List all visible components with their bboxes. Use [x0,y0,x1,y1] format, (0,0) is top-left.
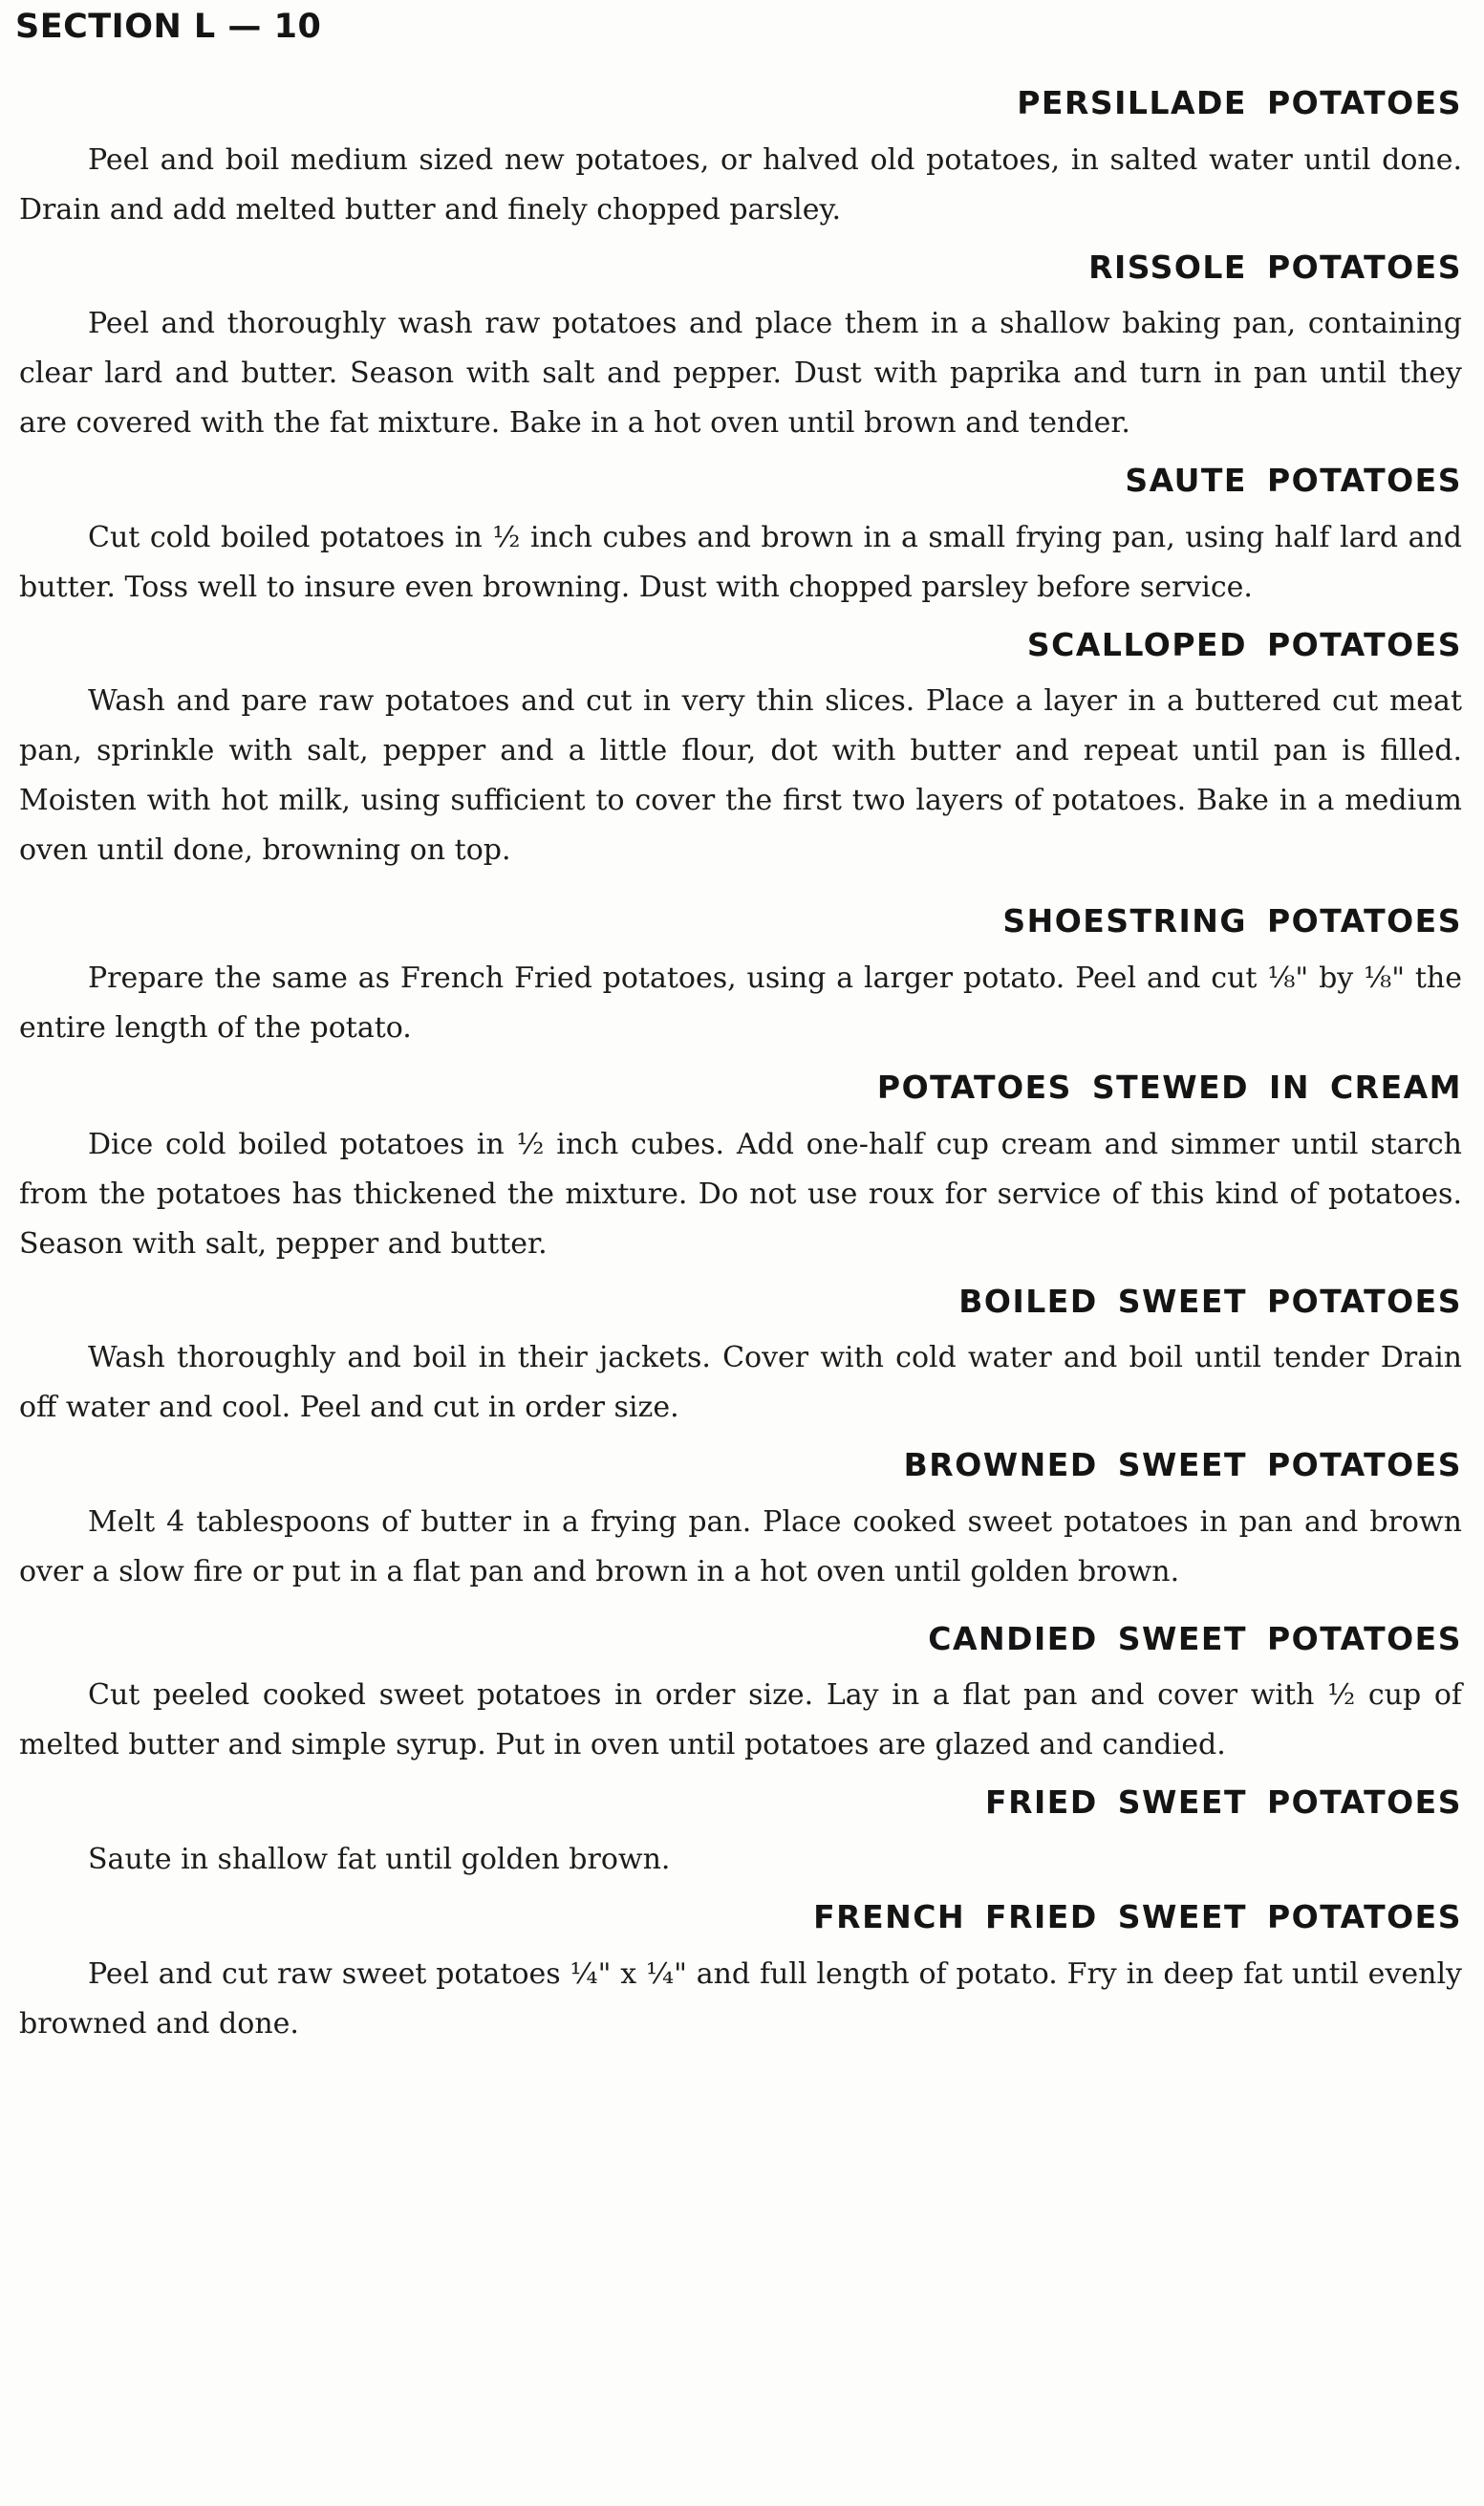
recipe-body: Wash and pare raw potatoes and cut in very thin slices. Place a layer in a buttered cut meat pan, sprinkle with salt, pepper and a little flour, dot with butter and repeat until pan is filled. Moisten with hot milk, using sufficient to cover the first two layers of potatoes. Bake in a medium oven until done, browning on top. [19,684,1462,868]
recipe-fried-sweet-potatoes [19,1783,1462,1885]
recipe-body: Peel and thoroughly wash raw potatoes and place them in a shallow baking pan, containing clear lard and butter. Season with salt and pepper. Dust with paprika and turn in pan until they are covered with the fat mixture. Bake in a hot oven until brown and tender. [19,307,1462,441]
recipe-body: Dice cold boiled potatoes in ½ inch cubes. Add one-half cup cream and simmer until starch from the potatoes has thickened the mixture. Do not use roux for service of this kind of potatoes. Season with salt, pepper and butter. [19,1127,1462,1261]
recipe-scalloped-potatoes [19,626,1462,876]
recipe-body: Cut peeled cooked sweet potatoes in order size. Lay in a flat pan and cover with ½ cup of melted butter and simple syrup. Put in oven until potatoes are glazed and candied. [19,1678,1462,1762]
section-header: SECTION L — 10 [15,8,322,46]
recipe-rissole-potatoes [19,248,1462,449]
recipe-title: SHOESTRING POTATOES [1002,902,1462,940]
recipe-body: Prepare the same as French Fried potatoes, using a larger potato. Peel and cut ⅛" by ⅛" the entire length of the potato. [19,961,1462,1045]
recipe-saute-potatoes [19,462,1462,613]
recipe-body: Peel and boil medium sized new potatoes, or halved old potatoes, in salted water until done. Drain and add melted butter and finely chopped parsley. [19,142,1462,227]
recipe-body: Wash thoroughly and boil in their jackets. Cover with cold water and boil until tender Drain off water and cool. Peel and cut in order size. [19,1341,1462,1425]
recipe-browned-sweet-potatoes [19,1446,1462,1597]
recipe-list [19,84,1462,2049]
recipe-boiled-sweet-potatoes [19,1283,1462,1434]
recipe-title: FRENCH FRIED SWEET POTATOES [813,1897,1462,1935]
recipe-title: RISSOLE POTATOES [1088,248,1462,286]
recipe-body: Saute in shallow fat until golden brown. [88,1842,671,1876]
recipe-title: BROWNED SWEET POTATOES [903,1446,1462,1484]
recipe-body: Peel and cut raw sweet potatoes ¼" x ¼" and full length of potato. Fry in deep fat until evenly browned and done. [19,1956,1462,2041]
recipe-title: PERSILLADE POTATOES [1017,84,1462,121]
recipe-candied-sweet-potatoes [19,1620,1462,1771]
recipe-title: SCALLOPED POTATOES [1026,625,1462,663]
recipe-body: Cut cold boiled potatoes in ½ inch cubes and brown in a small frying pan, using half lard and butter. Toss well to insure even browning. Dust with chopped parsley before service. [19,520,1462,604]
recipe-title: POTATOES STEWED IN CREAM [876,1068,1462,1106]
recipe-potatoes-stewed-in-cream [19,1069,1462,1269]
recipe-french-fried-sweet-potatoes [19,1898,1462,2049]
recipe-shoestring-potatoes [19,902,1462,1053]
recipe-body: Melt 4 tablespoons of butter in a frying pan. Place cooked sweet potatoes in pan and brown over a slow fire or put in a flat pan and brown in a hot oven until golden brown. [19,1504,1462,1588]
recipe-title: SAUTE POTATOES [1125,462,1462,500]
recipe-title: FRIED SWEET POTATOES [985,1783,1462,1822]
recipe-persillade-potatoes [19,84,1462,235]
recipe-title: BOILED SWEET POTATOES [958,1282,1462,1320]
recipe-title: CANDIED SWEET POTATOES [928,1619,1462,1657]
